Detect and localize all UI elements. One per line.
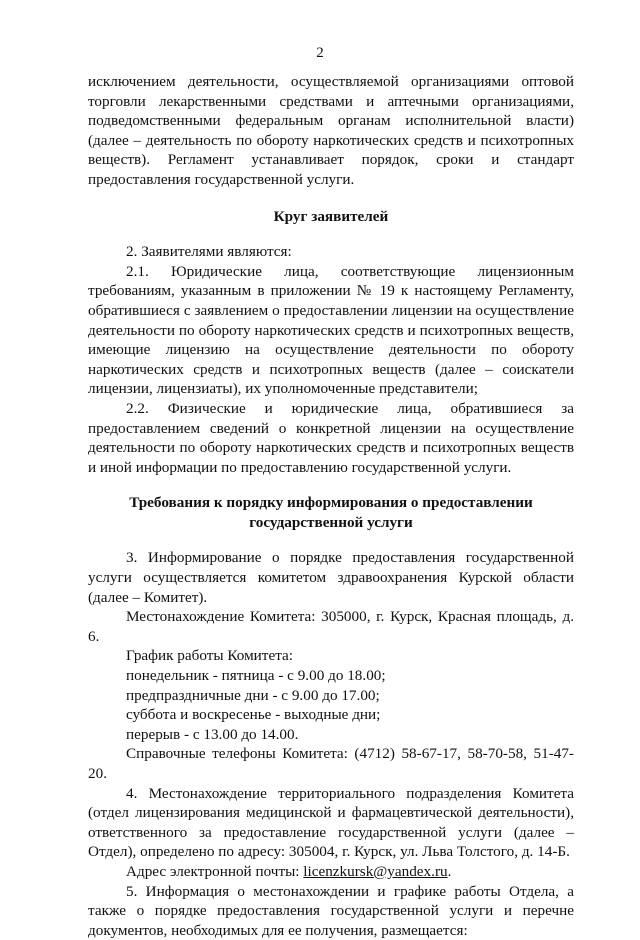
schedule-line: понедельник - пятница - с 9.00 до 18.00; <box>126 667 386 685</box>
heading-information-requirements <box>88 493 574 532</box>
paragraph-2-2: 2.2. Физические и юридические лица, обратившиеся за предоставлением сведений о конкретной лицензии на осуществление деятельности по обороту наркотических средств и психотропных веществ и иной информации по предоставлению государственной услуги. <box>88 399 574 476</box>
paragraph-5: 5. Информация о местонахождении и графике работы Отдела, а также о порядке предоставления государственной услуги и перечне документов, необходимых для ее получения, размещается: <box>88 882 574 939</box>
work-schedule <box>88 646 574 744</box>
schedule-line: перерыв - с 13.00 до 14.00. <box>126 725 299 743</box>
document-body <box>88 72 574 940</box>
paragraph-3: 3. Информирование о порядке предоставления государственной услуги осуществляется комитетом здравоохранения Курской области (далее – Комитет). <box>88 549 574 606</box>
schedule-line: График работы Комитета: <box>126 647 293 665</box>
paragraph-2: 2. Заявителями являются: <box>126 243 292 261</box>
paragraph-committee-location: Местонахождение Комитета: 305000, г. Курск, Красная площадь, д. 6. <box>88 608 574 645</box>
schedule-line: суббота и воскресенье - выходные дни; <box>126 706 381 724</box>
paragraph-email <box>88 862 574 882</box>
heading-line: государственной услуги <box>249 513 413 531</box>
email-link[interactable]: licenzkursk@yandex.ru <box>303 862 448 880</box>
heading-applicants: Круг заявителей <box>273 207 389 225</box>
heading-line: Требования к порядку информирования о предоставлении <box>129 494 533 512</box>
email-label: Адрес электронной почты: <box>126 862 304 880</box>
paragraph-4: 4. Местонахождение территориального подразделения Комитета (отдел лицензирования медицинской и фармацевтической деятельности), ответственного за предоставление государственной услуги (далее – Отдел), определено по адресу: 305004, г. Курск, ул. Льва Толстого, д. 14-Б. <box>88 784 574 861</box>
paragraph-phones: Справочные телефоны Комитета: (4712) 58-67-17, 58-70-58, 51-47-20. <box>88 745 574 782</box>
page-number: 2 <box>316 45 324 61</box>
paragraph-2-1: 2.1. Юридические лица, соответствующие лицензионным требованиям, указанным в приложении № 19 к настоящему Регламенту, обратившиеся с заявлением о предоставлении лицензии на осуществление деятельности по обороту наркотических средств и психотропных веществ, имеющие лицензию на осуществление деятельности по обороту наркотических средств и психотропных веществ (далее – соискатели лицензии, лицензиаты), их уполномоченные представители; <box>88 262 574 398</box>
schedule-line: предпраздничные дни - с 9.00 до 17.00; <box>126 686 380 704</box>
paragraph-intro-continuation: исключением деятельности, осуществляемой организациями оптовой торговли лекарственными средствами и аптечными организациями, подведомственными федеральным органам исполнительной власти) (далее – деятельность по обороту наркотических средств и психотропных веществ). Регламент устанавливает порядок, сроки и стандарт предоставления государственной услуги. <box>88 73 574 188</box>
email-suffix: . <box>447 862 452 880</box>
